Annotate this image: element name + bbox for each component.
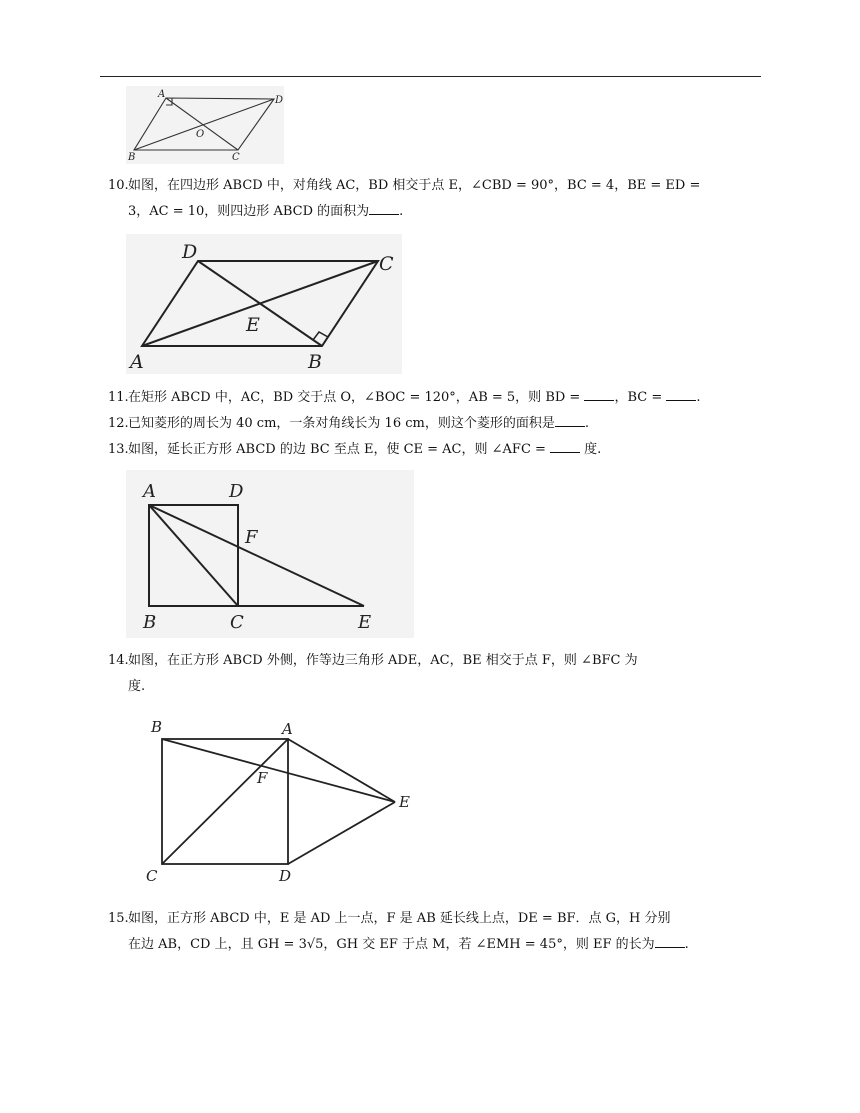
- segment-de: [288, 802, 395, 864]
- diagonal-bd: [198, 261, 322, 346]
- answer-blank[interactable]: [655, 935, 685, 948]
- diagonal-ac: [149, 505, 238, 606]
- question-11: 11.在矩形 ABCD 中，AC，BD 交于点 O，∠BOC = 120°，AB = 5，则 BD = ，BC = .: [108, 385, 768, 411]
- answer-blank[interactable]: [550, 440, 580, 453]
- question-13: 13.如图，延长正方形 ABCD 的边 BC 至点 E，使 CE = AC，则 ∠AFC = 度.: [108, 437, 768, 463]
- figure-quadrilateral-abcd-e: [126, 234, 402, 374]
- answer-blank-bd[interactable]: [584, 388, 614, 401]
- label-a: A: [158, 89, 166, 100]
- question-number: 11.: [108, 390, 129, 405]
- question-number: 12.: [108, 416, 129, 431]
- question-text-line1: 如图，正方形 ABCD 中，E 是 AD 上一点，F 是 AB 延长线上点，DE = BF．点 G，H 分别: [128, 911, 671, 926]
- label-b: B: [308, 351, 322, 373]
- diagonal-ac: [166, 98, 238, 150]
- question-number: 13.: [108, 442, 129, 457]
- label-d: D: [182, 241, 198, 263]
- question-number: 10.: [108, 178, 129, 193]
- question-text-line2: 在边 AB，CD 上，且 GH = 3√5，GH 交 EF 于点 M，若 ∠EMH = 45°，则 EF 的长为: [128, 937, 655, 952]
- label-a: A: [282, 720, 293, 738]
- label-c: C: [146, 867, 158, 885]
- label-c: C: [379, 253, 394, 275]
- question-12: 12.已知菱形的周长为 40 cm，一条对角线长为 16 cm，则这个菱形的面积是 .: [108, 411, 768, 437]
- label-e: E: [358, 612, 372, 633]
- answer-blank[interactable]: [369, 202, 399, 215]
- question-15: 15.如图，正方形 ABCD 中，E 是 AD 上一点，F 是 AB 延长线上点，DE = BF．点 G，H 分别 在边 AB，CD 上，且 GH = 3√5，GH 交 EF 于点 M，若 ∠EMH = 45°，则 EF 的长为 .: [108, 906, 768, 958]
- question-text-line1: 如图，在四边形 ABCD 中，对角线 AC，BD 相交于点 E，∠CBD = 90°，BC = 4，BE = ED =: [128, 178, 701, 193]
- figure-parallelogram-abcd-o: [126, 86, 284, 164]
- label-f: F: [245, 527, 258, 548]
- label-d: D: [229, 481, 244, 502]
- question-text: 已知菱形的周长为 40 cm，一条对角线长为 16 cm，则这个菱形的面积是: [128, 416, 555, 431]
- label-a: A: [143, 481, 156, 502]
- question-number: 14.: [108, 653, 129, 668]
- label-o: O: [196, 129, 205, 140]
- label-c: C: [232, 152, 240, 163]
- figure-square-equilateral: [140, 712, 430, 892]
- label-f: F: [257, 769, 268, 787]
- figure-square-extended: [126, 470, 414, 638]
- question-text-line1: 如图，在正方形 ABCD 外侧，作等边三角形 ADE，AC，BE 相交于点 F，则 ∠BFC 为: [128, 653, 638, 668]
- question-10: 10.如图，在四边形 ABCD 中，对角线 AC，BD 相交于点 E，∠CBD = 90°，BC = 4，BE = ED = 3，AC = 10，则四边形 ABCD 的面积为 .: [108, 173, 768, 225]
- diagonal-bd: [134, 99, 274, 150]
- diagonal-ac: [162, 739, 288, 864]
- answer-blank[interactable]: [555, 414, 585, 427]
- label-e: E: [399, 793, 410, 811]
- header-rule: [100, 76, 761, 77]
- label-e: E: [246, 314, 260, 336]
- question-text: 如图，延长正方形 ABCD 的边 BC 至点 E，使 CE = AC，则 ∠AFC =: [128, 442, 551, 457]
- label-d: D: [275, 95, 284, 106]
- label-c: C: [230, 612, 244, 633]
- segment-ae: [149, 505, 364, 606]
- label-b: B: [128, 152, 136, 163]
- question-number: 15.: [108, 911, 129, 926]
- question-text-line2: 度.: [128, 679, 146, 694]
- label-b: B: [151, 718, 163, 736]
- answer-blank-bc[interactable]: [666, 388, 696, 401]
- label-b: B: [143, 612, 157, 633]
- question-text: 在矩形 ABCD 中，AC，BD 交于点 O，∠BOC = 120°，AB = 5，则 BD =: [128, 390, 585, 405]
- question-14: [108, 648, 768, 700]
- question-text-line2: 3，AC = 10，则四边形 ABCD 的面积为: [128, 204, 370, 219]
- label-d: D: [279, 867, 292, 885]
- segment-ae: [288, 739, 395, 802]
- label-a: A: [130, 351, 144, 373]
